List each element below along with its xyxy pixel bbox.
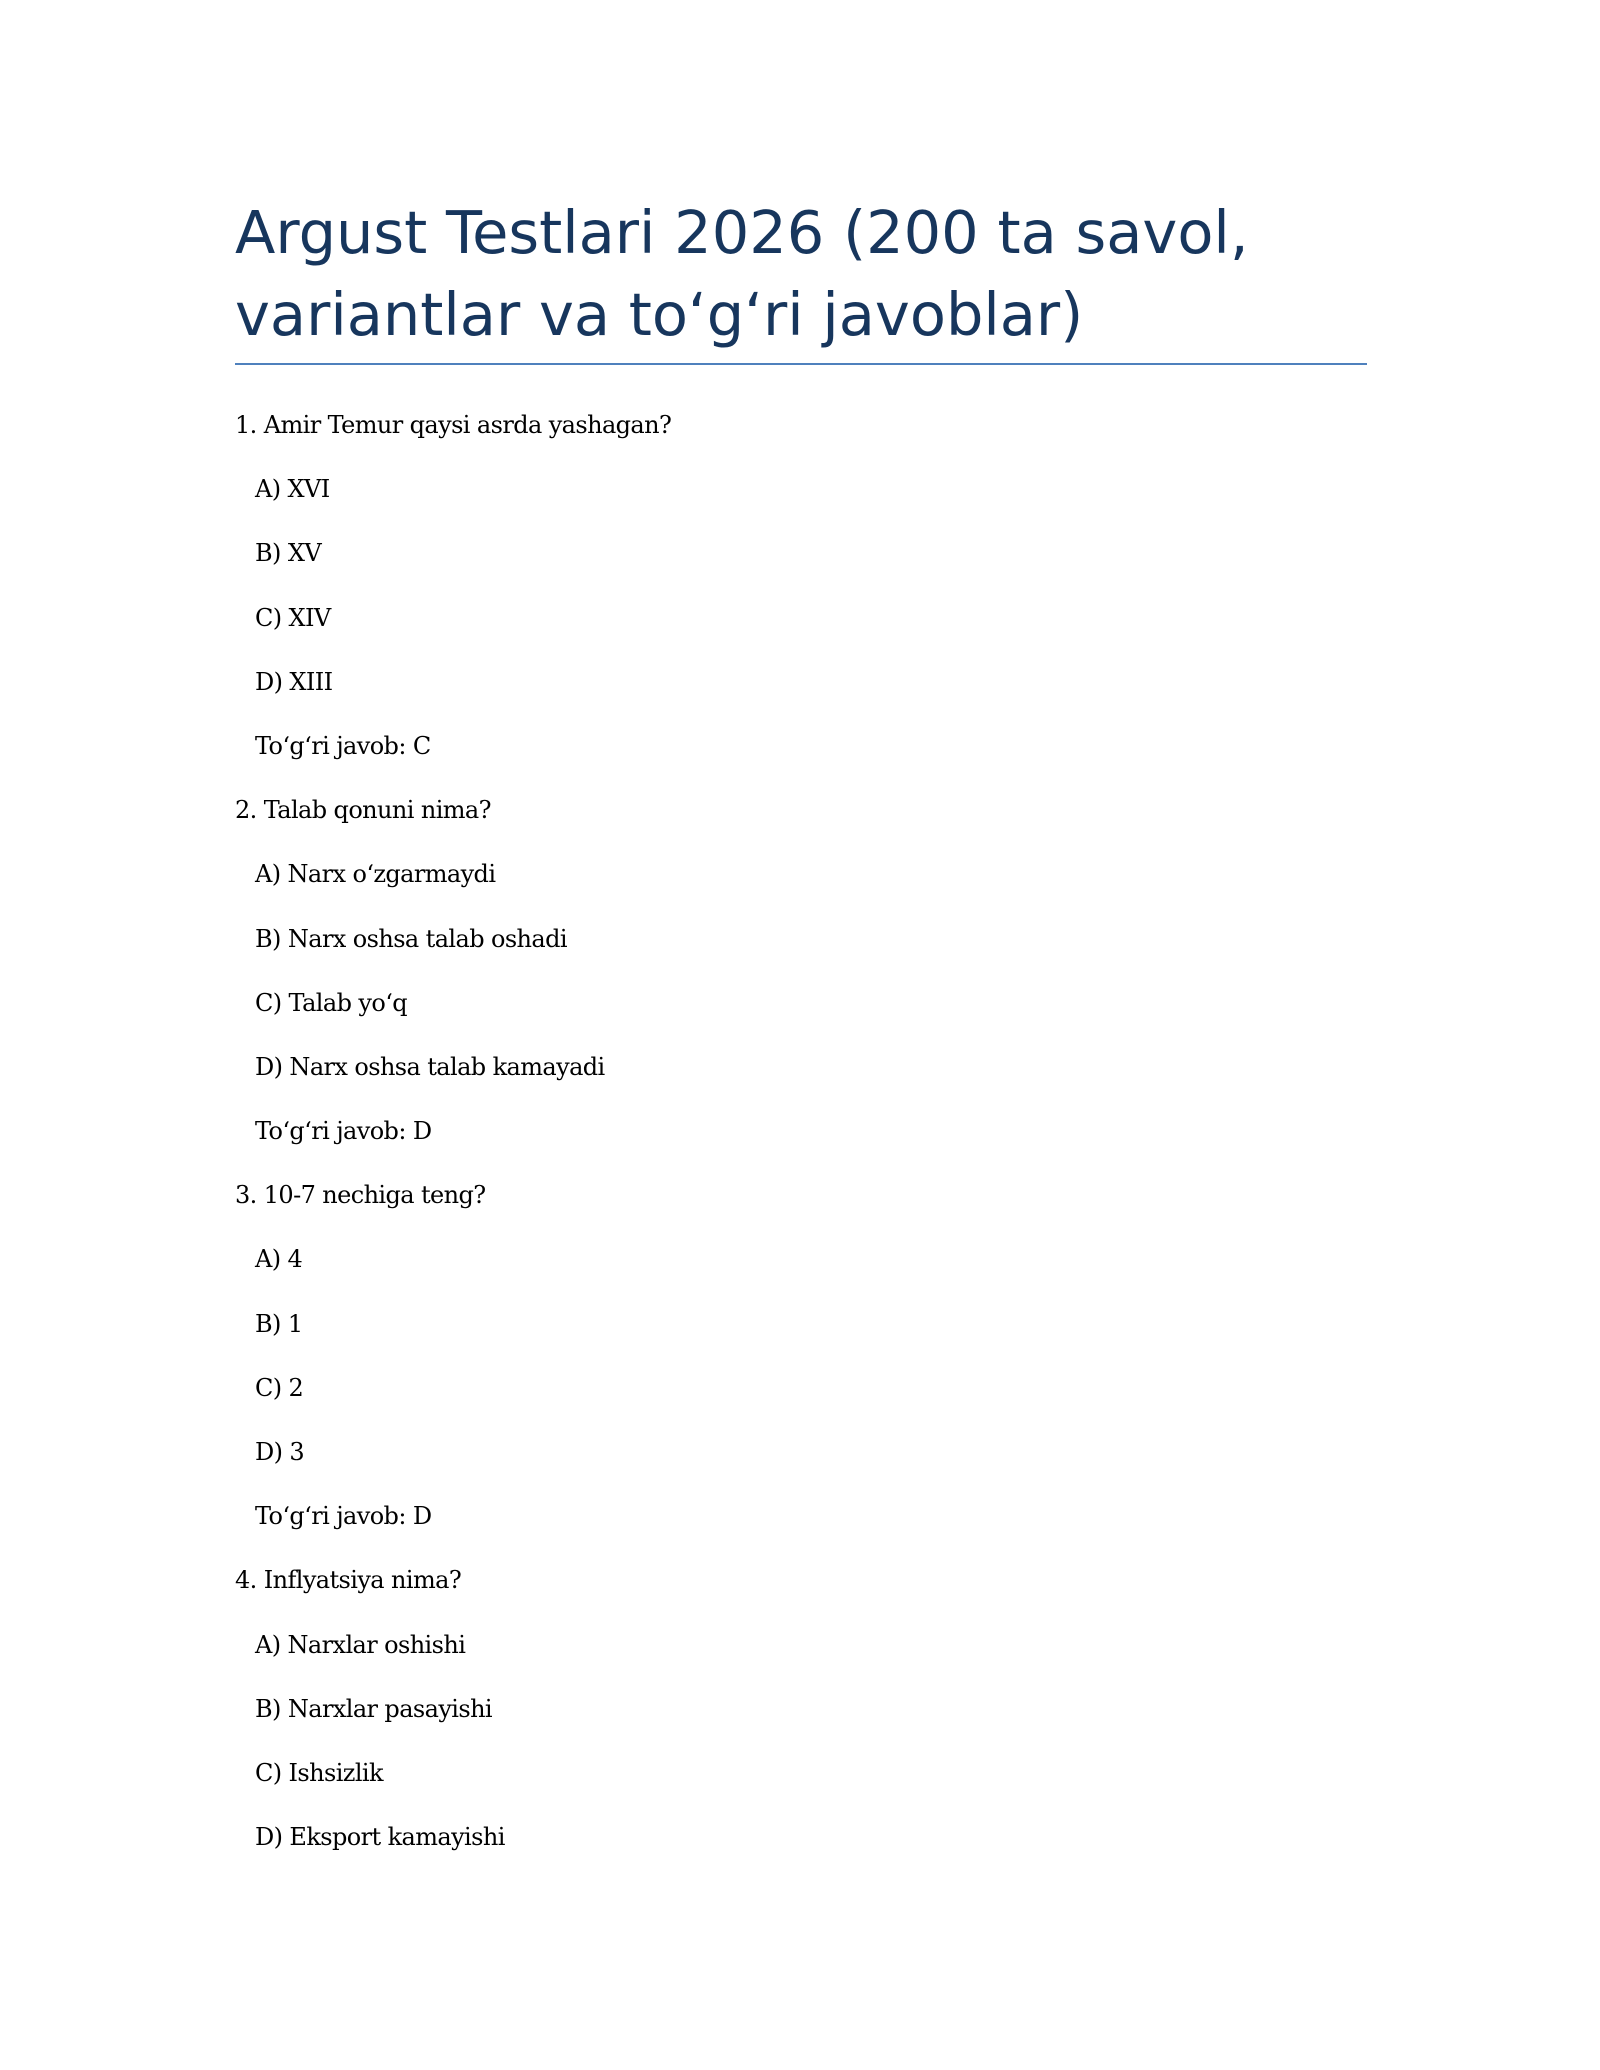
option-a: A) Narxlar oshishi xyxy=(255,1630,466,1659)
question-text: 2. Talab qonuni nima? xyxy=(235,796,491,825)
document-title: Argust Testlari 2026 (200 ta savol, variantlar va to‘g‘ri javoblar) xyxy=(235,198,1249,349)
option-b: B) Narxlar pasayishi xyxy=(255,1694,493,1723)
question-text: 1. Amir Temur qaysi asrda yashagan? xyxy=(235,411,672,439)
option-a: A) XVI xyxy=(255,475,330,504)
question-3 xyxy=(235,1171,1365,1556)
option-a: A) Narx o‘zgarmaydi xyxy=(255,860,496,889)
option-c: C) 2 xyxy=(255,1373,304,1402)
question-1 xyxy=(235,401,1365,786)
correct-answer: To‘g‘ri javob: D xyxy=(255,1502,432,1531)
option-a: A) 4 xyxy=(255,1245,303,1274)
option-b: B) XV xyxy=(255,539,322,568)
option-b: B) 1 xyxy=(255,1309,303,1338)
option-c: C) XIV xyxy=(255,603,331,632)
question-text: 3. 10-7 nechiga teng? xyxy=(235,1181,486,1210)
option-d: D) 3 xyxy=(255,1438,305,1466)
correct-answer: To‘g‘ri javob: C xyxy=(255,731,431,760)
question-4 xyxy=(235,1556,1365,1877)
question-text: 4. Inflyatsiya nima? xyxy=(235,1566,462,1595)
option-d: D) XIII xyxy=(255,667,333,696)
question-list xyxy=(235,401,1365,1877)
correct-answer: To‘g‘ri javob: D xyxy=(255,1117,432,1146)
question-2 xyxy=(235,786,1365,1171)
option-c: C) Talab yo‘q xyxy=(255,988,407,1017)
title-underline xyxy=(235,363,1367,365)
option-c: C) Ishsizlik xyxy=(255,1758,383,1787)
option-b: B) Narx oshsa talab oshadi xyxy=(255,924,567,953)
option-d: D) Narx oshsa talab kamayadi xyxy=(255,1052,605,1081)
option-d: D) Eksport kamayishi xyxy=(255,1823,505,1852)
